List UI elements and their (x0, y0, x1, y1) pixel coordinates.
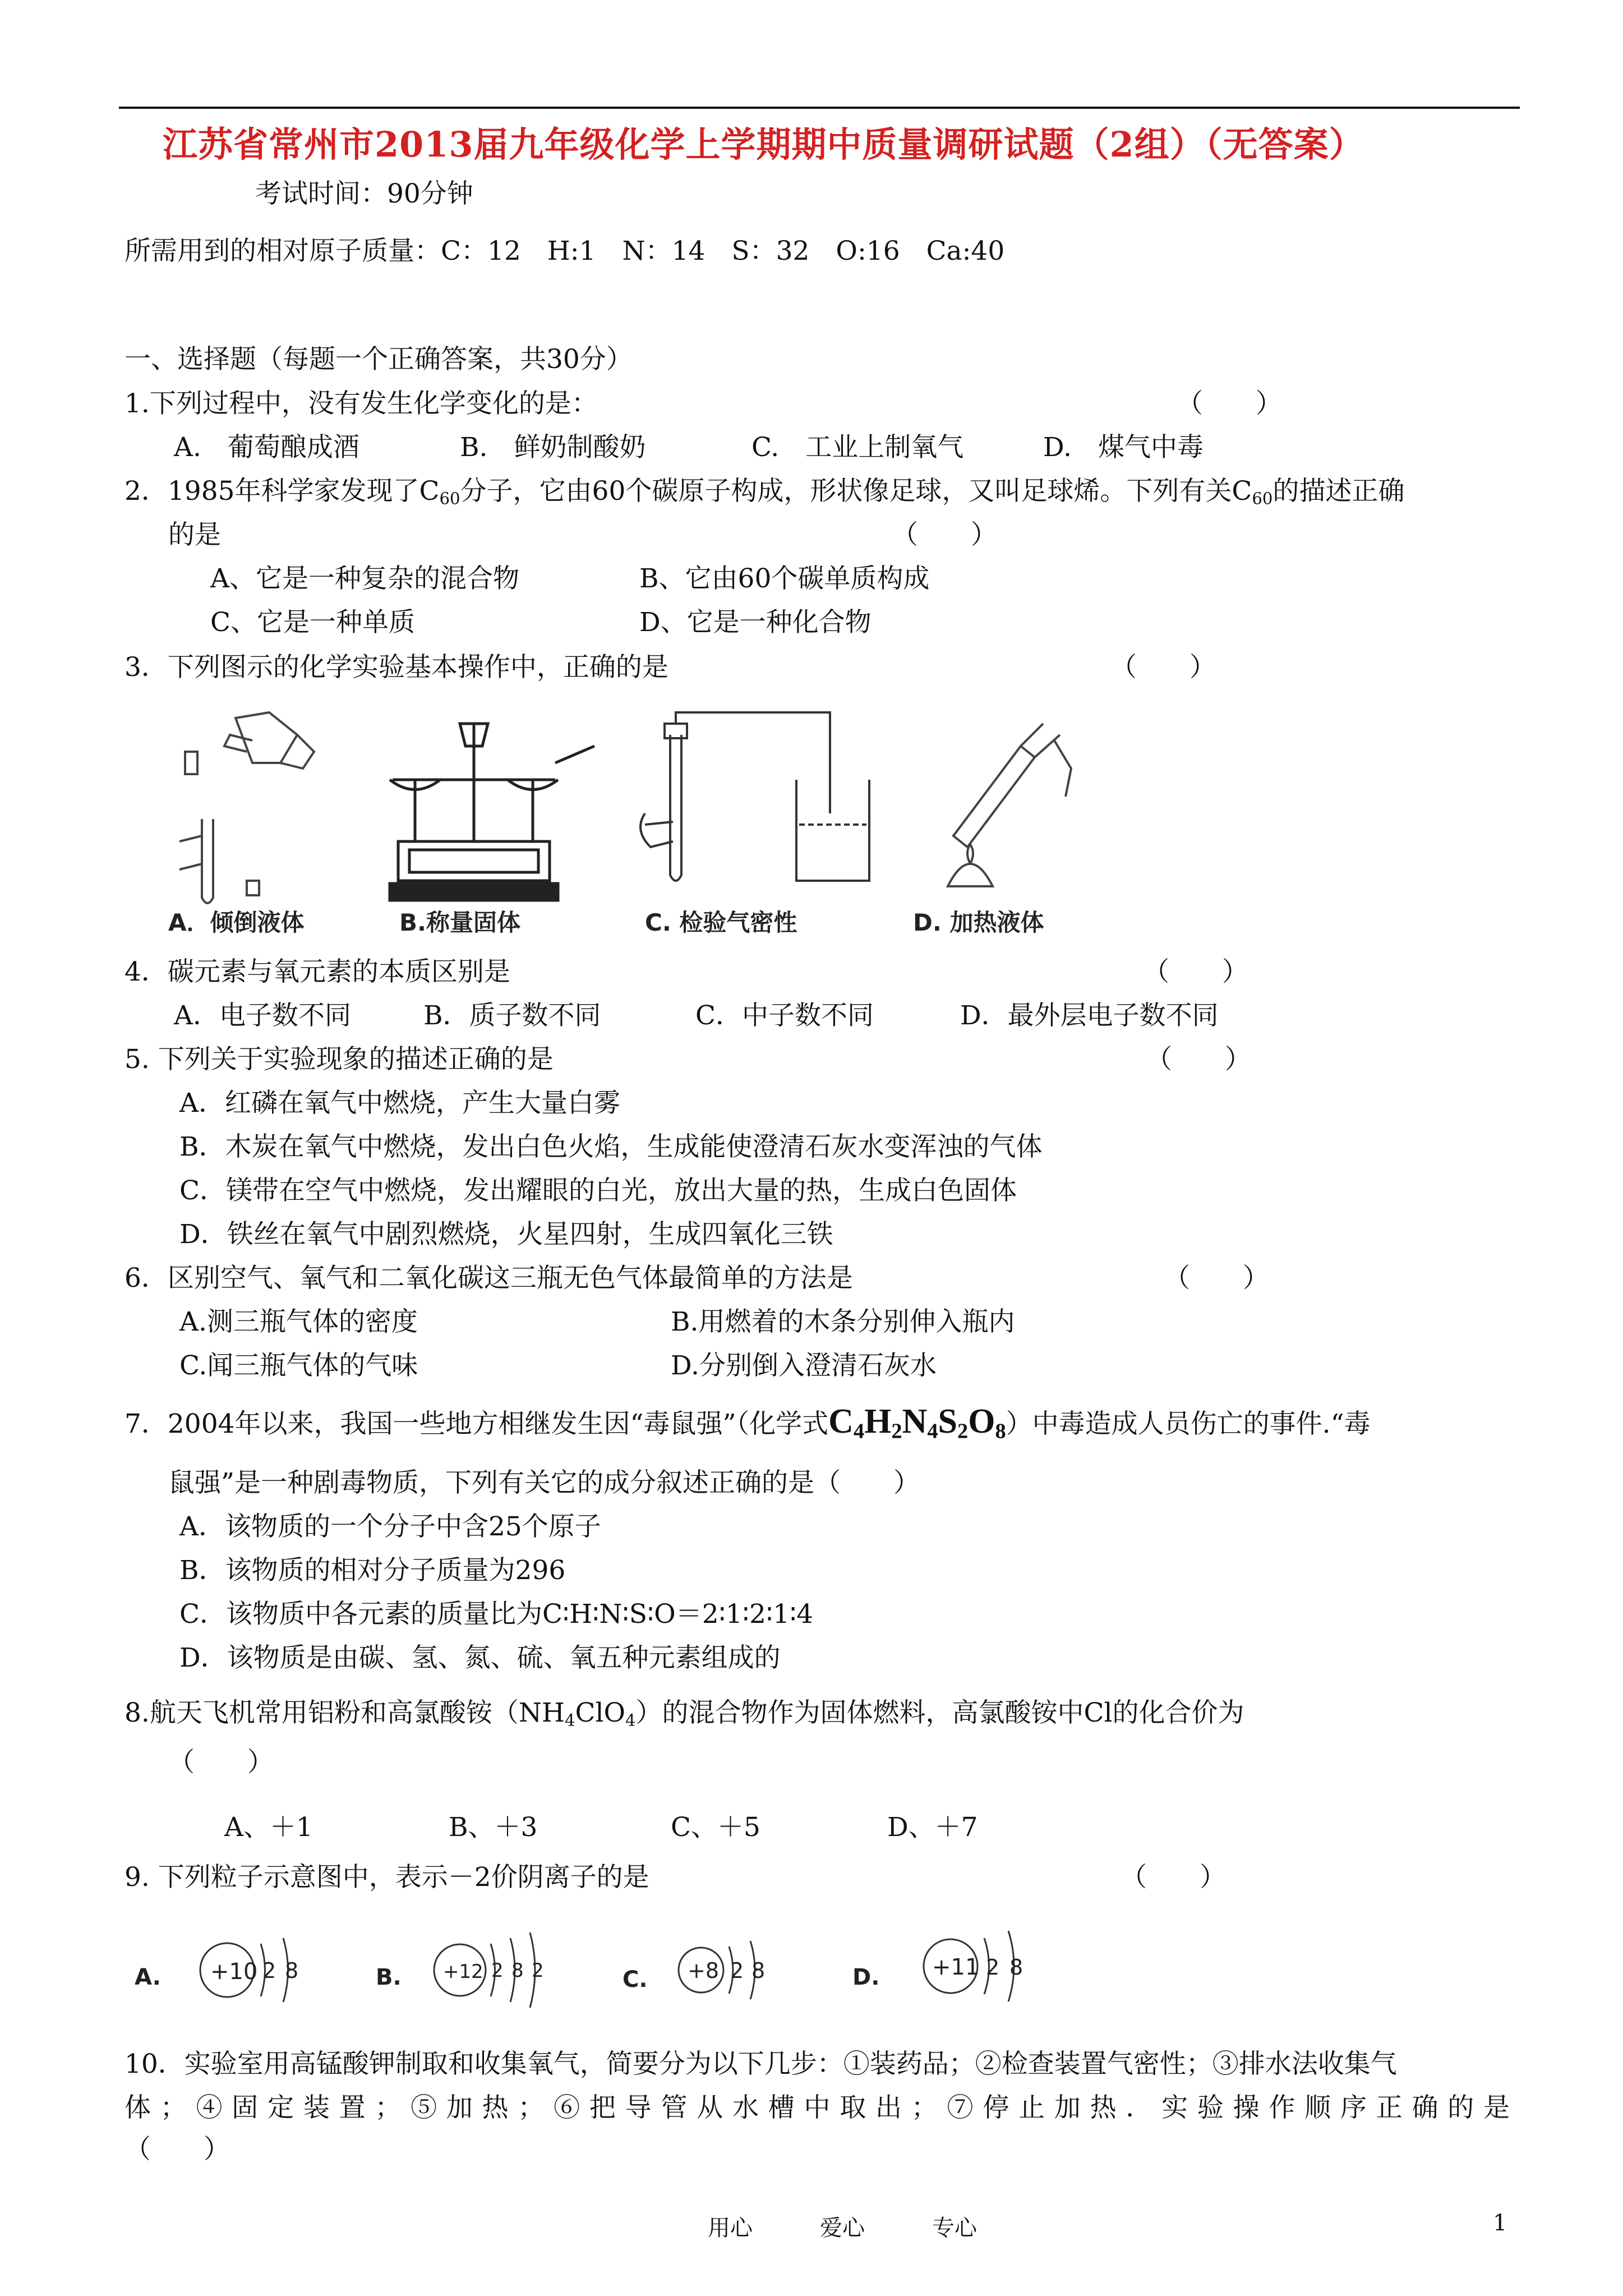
q5-option-b: B．木炭在氧气中燃烧，发出白色火焰，生成能使澄清石灰水变浑浊的气体 (179, 1131, 1043, 1162)
q6-stem: 6．区别空气、氧气和二氧化碳这三瓶无色气体最简单的方法是 (125, 1263, 853, 1294)
particle-d-label: D. (852, 1964, 880, 1990)
footer-motto: 用心 爱心 专心 (708, 2215, 977, 2241)
q2-option-a: A、它是一种复杂的混合物 (210, 563, 519, 594)
heating-liquid-figure (948, 724, 1071, 886)
q1-option-b: B. 鲜奶制酸奶 (460, 432, 646, 463)
q4-option-a: A．电子数不同 (174, 1000, 351, 1031)
pouring-liquid-figure (179, 712, 314, 903)
particle-d-shell-2: 8 (1009, 1955, 1023, 1980)
particle-a-shell-2: 8 (285, 1958, 299, 1983)
q9-answer-paren: （ ） (1121, 1862, 1226, 1893)
q4-option-c: C．中子数不同 (695, 1000, 874, 1031)
particle-d-nucleus: +11 (932, 1954, 980, 1980)
page-number: 1 (1493, 2210, 1507, 2236)
q8-option-b: B、＋3 (449, 1812, 538, 1843)
q4-stem: 4．碳元素与氧元素的本质区别是 (125, 956, 510, 987)
particle-c-diagram (623, 1941, 765, 1999)
balance-figure (390, 724, 594, 900)
q2-stem: 2．1985年科学家发现了$C_{60}$分子，它由60个碳原子构成，形状像足球，又叫足球烯。下列有关$C_{60}$的描述正确 (125, 476, 1405, 508)
q8-option-c: C、＋5 (671, 1812, 760, 1843)
particle-c-label: C. (623, 1967, 648, 1993)
q2-option-c: C、它是一种单质 (210, 607, 415, 638)
q7-option-a: A．该物质的一个分子中含25个原子 (179, 1511, 601, 1542)
q1-answer-paren: （ ） (1177, 388, 1282, 419)
header-rule (119, 107, 1520, 109)
q7-option-d: D．该物质是由碳、氢、氮、硫、氧五种元素组成的 (179, 1642, 781, 1673)
q3-figure-label-d: D. 加热液体 (913, 909, 1044, 936)
q1-option-d: D. 煤气中毒 (1043, 432, 1204, 463)
particle-a-shell-1: 2 (262, 1958, 276, 1983)
q9-stem: 9. 下列粒子示意图中，表示－2价阴离子的是 (125, 1862, 649, 1893)
particle-b-nucleus: +12 (443, 1961, 483, 1983)
airtightness-figure (640, 712, 869, 881)
q5-stem: 5. 下列关于实验现象的描述正确的是 (125, 1044, 554, 1075)
q7-formula: $C_4H_2N_4S_2O_8$ (828, 1402, 1006, 1443)
q8-stem: 8.航天飞机常用铝粉和高氯酸铵$(NH_4ClO_4)$的混合物作为固体燃料，高氯酸铵中Cl的化合价为 (125, 1697, 1244, 1730)
q3-figure-label-c: C. 检验气密性 (645, 909, 797, 936)
q7-stem: 7．2004年以来，我国一些地方相继发生因“毒鼠强”（化学式$C_4H_2N_4S_2O_8$）中毒造成人员伤亡的事件.“毒 (125, 1402, 1371, 1443)
particle-d-shell-1: 2 (986, 1955, 1000, 1980)
q3-figure-label-a: A．倾倒液体 (168, 909, 305, 936)
particle-c-nucleus: +8 (688, 1958, 720, 1983)
particle-b-shell-2: 8 (511, 1959, 524, 1982)
q10-line3: （ ） (125, 2134, 230, 2165)
q7-option-c: C．该物质中各元素的质量比为C∶H∶N∶S∶O＝2∶1∶2∶1∶4 (179, 1599, 814, 1630)
exam-time: 考试时间：90分钟 (255, 178, 473, 209)
q10-line2: 体；④固定装置；⑤加热；⑥把导管从水槽中取出；⑦停止加热．实验操作顺序正确的是 (125, 2092, 1510, 2123)
particle-a-label: A. (135, 1964, 161, 1990)
q3-answer-paren: （ ） (1110, 652, 1216, 683)
particle-b-shell-1: 2 (491, 1959, 504, 1982)
particle-c-shell-1: 2 (730, 1958, 744, 1983)
q8-option-d: D、＋7 (887, 1812, 978, 1843)
q8-answer-paren: （ ） (168, 1747, 274, 1778)
particle-a-diagram (135, 1938, 298, 2002)
q7-stem-line2: 鼠强”是一种剧毒物质，下列有关它的成分叙述正确的是（ ） (168, 1467, 920, 1498)
q2-answer-paren: （ ） (892, 519, 997, 550)
q6-option-b: B.用燃着的木条分别伸入瓶内 (671, 1306, 1015, 1337)
q1-stem: 1.下列过程中，没有发生化学变化的是： (125, 388, 598, 419)
q2-option-d: D、它是一种化合物 (639, 607, 872, 638)
q10-line1: 10．实验室用高锰酸钾制取和收集氧气，简要分为以下几步：①装药品；②检查装置气密性；③排水法收集气 (125, 2049, 1397, 2079)
q6-option-c: C.闻三瓶气体的气味 (179, 1350, 418, 1381)
q1-option-a: A. 葡萄酿成酒 (174, 432, 359, 463)
q6-option-a: A.测三瓶气体的密度 (179, 1306, 418, 1337)
particle-b-shell-3: 2 (532, 1959, 544, 1982)
page-title: 江苏省常州市2013届九年级化学上学期期中质量调研试题（2组）（无答案） (163, 124, 1364, 165)
particle-a-nucleus: +10 (210, 1959, 258, 1985)
q9-particle-diagrams (129, 1918, 1082, 2019)
q4-option-d: D．最外层电子数不同 (960, 1000, 1219, 1031)
q4-answer-paren: （ ） (1143, 956, 1248, 987)
q6-option-d: D.分别倒入澄清石灰水 (671, 1350, 937, 1381)
q5-option-c: C．镁带在空气中燃烧，发出耀眼的白光，放出大量的热，生成白色固体 (179, 1175, 1017, 1206)
q3-figure-label-b: B.称量固体 (399, 909, 520, 936)
q3-figure (168, 701, 1122, 914)
q7-option-b: B．该物质的相对分子质量为296 (179, 1555, 566, 1586)
particle-d-diagram (852, 1931, 1023, 2001)
q5-option-d: D．铁丝在氧气中剧烈燃烧，火星四射，生成四氧化三铁 (179, 1219, 833, 1250)
q2-stem-line2: 的是 (168, 519, 221, 550)
q1-option-c: C. 工业上制氧气 (751, 432, 964, 463)
q5-option-a: A．红磷在氧气中燃烧，产生大量白雾 (179, 1088, 620, 1119)
particle-c-shell-2: 8 (751, 1958, 766, 1983)
particle-b-diagram (376, 1932, 544, 2008)
particle-b-label: B. (376, 1964, 402, 1990)
q5-answer-paren: （ ） (1146, 1044, 1251, 1075)
atomic-masses: 所需用到的相对原子质量：C：12 H:1 N：14 S：32 O:16 Ca:40 (125, 236, 1005, 266)
q8-option-a: A、＋1 (224, 1812, 313, 1843)
q6-answer-paren: （ ） (1164, 1263, 1269, 1294)
section-heading: 一、选择题（每题一个正确答案，共30分） (125, 344, 633, 375)
q2-option-b: B、它由60个碳单质构成 (639, 563, 930, 594)
q3-stem: 3．下列图示的化学实验基本操作中，正确的是 (125, 652, 668, 683)
q4-option-b: B．质子数不同 (423, 1000, 601, 1031)
